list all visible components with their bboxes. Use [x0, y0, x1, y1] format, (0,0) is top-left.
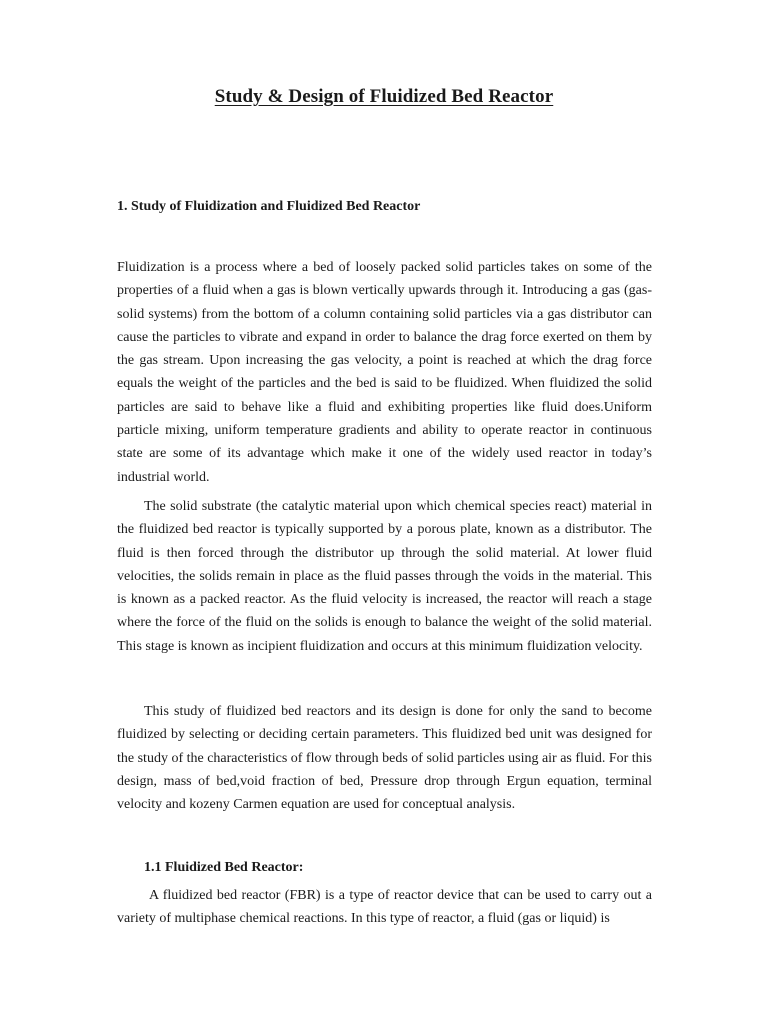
paragraph: The solid substrate (the catalytic material upon which chemical species react) material in the fluidized bed reactor is typically supported by a porous plate, known as a distributor. The fluid is then forced through the distributor up through the solid material. At lower fluid velocities, the solids remain in place as the fluid passes through the voids in the material. This is known as a packed reactor. As the fluid velocity is increased, the reactor will reach a stage where the force of the fluid on the solids is enough to balance the weight of the solid material. This stage is known as incipient fluidization and occurs at this minimum fluidization velocity. [117, 499, 652, 654]
paragraph: Fluidization is a process where a bed of loosely packed solid particles takes on some of the properties of a fluid when a gas is blown vertically upwards through it. Introducing a gas (gas-solid systems) from the bottom of a column containing solid particles via a gas distributor can cause the particles to vibrate and expand in order to balance the drag force exerted on them by the gas stream. Upon increasing the gas velocity, a point is reached at which the drag force equals the weight of the particles and the bed is said to be fluidized. When fluidized the solid particles are said to behave like a fluid and exhibiting properties like fluid does.Uniform particle mixing, uniform temperature gradients and ability to operate reactor in continuous state are some of its advantage which make it one of the widely used reactor in today’s industrial world. [117, 260, 652, 485]
subsection-heading: 1.1 Fluidized Bed Reactor: [144, 860, 304, 875]
paragraph: This study of fluidized bed reactors and its design is done for only the sand to become fluidized by selecting or deciding certain parameters. This fluidized bed unit was designed for the study of the characteristics of flow through beds of solid particles using air as fluid. For this design, mass of bed,void fraction of bed, Pressure drop through Ergun equation, terminal velocity and kozeny Carmen equation are used for conceptual analysis. [117, 704, 653, 813]
document-title: Study & Design of Fluidized Bed Reactor [214, 86, 554, 107]
section-heading: 1. Study of Fluidization and Fluidized Bed Reactor [117, 199, 421, 214]
paragraph: A fluidized bed reactor (FBR) is a type of reactor device that can be used to carry out a variety of multiphase chemical reactions. In this type of reactor, a fluid (gas or liquid) is [117, 888, 652, 927]
